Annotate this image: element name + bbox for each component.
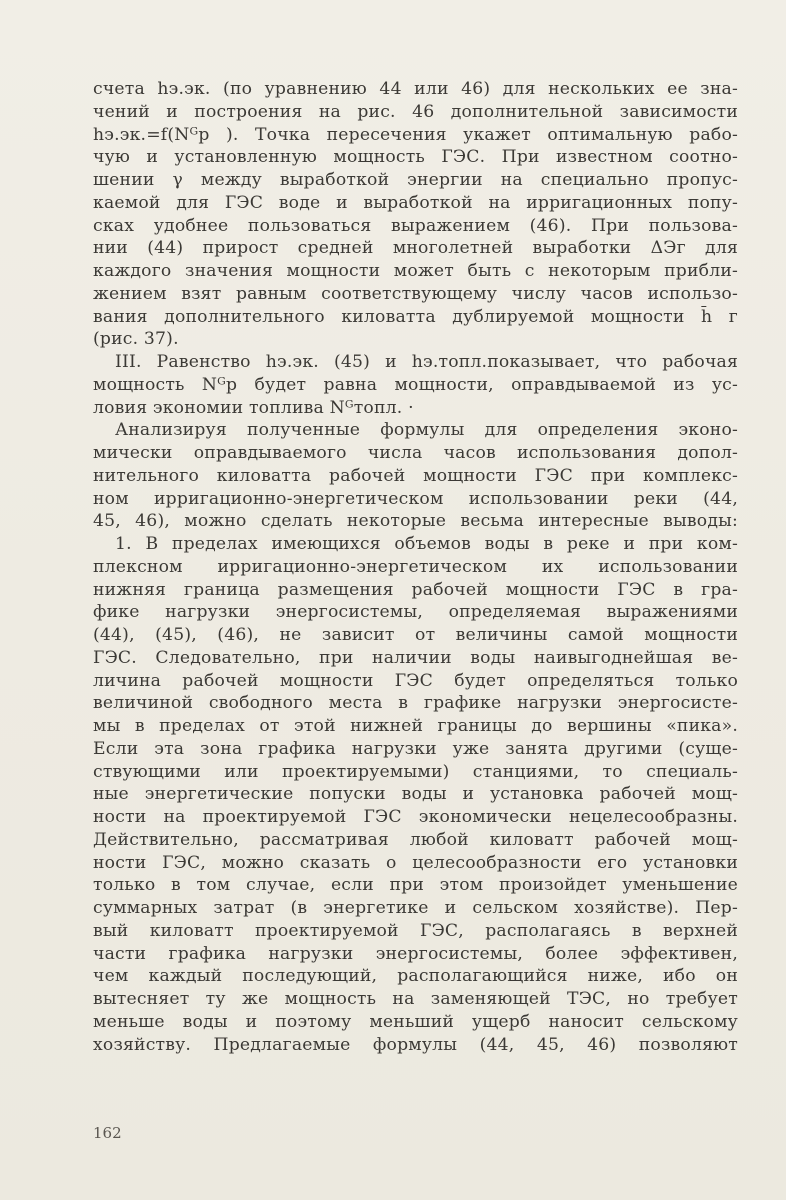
text-line: мощность Nᴳр будет равна мощности, оправдываемой из ус- xyxy=(93,374,738,395)
text-line: 45, 46), можно сделать некоторые весьма интересные выводы: xyxy=(93,511,738,532)
text-line: только в том случае, если при этом произойдет уменьшение xyxy=(93,875,738,896)
text-line: суммарных затрат (в энергетике и сельском хозяйстве). Пер- xyxy=(93,898,738,918)
text-line: ности на проектируемой ГЭС экономически нецелесообразны. xyxy=(93,807,738,827)
text-line: ности ГЭС, можно сказать о целесообразности его установки xyxy=(93,852,738,873)
text-line: плексном ирригационно-энергетическом их использовании xyxy=(93,556,738,577)
text-line: чем каждый последующий, располагающийся ниже, ибо он xyxy=(93,966,738,987)
text-line: нии (44) прирост средней многолетней выработки ΔЭг для xyxy=(93,238,738,259)
text-line: ные энергетические попуски воды и установка рабочей мощ- xyxy=(93,784,738,805)
text-line: величиной свободного места в графике нагрузки энергосисте- xyxy=(93,693,738,714)
text-line: личина рабочей мощности ГЭС будет определяться только xyxy=(93,670,738,691)
text-line: счета hэ.эк. (по уравнению 44 или 46) для нескольких ее зна- xyxy=(93,79,738,99)
text-line: нительного киловатта рабочей мощности ГЭС при комплекс- xyxy=(93,465,738,486)
text-line: мы в пределах от этой нижней границы до вершины «пика». xyxy=(93,716,738,736)
text-line: меньше воды и поэтому меньший ущерб наносит сельскому xyxy=(93,1011,738,1032)
text-line: вый киловатт проектируемой ГЭС, располагаясь в верхней xyxy=(93,920,738,941)
body-text xyxy=(93,78,738,1056)
text-line: 1. В пределах имеющихся объемов воды в реке и при ком- xyxy=(115,534,738,554)
page-number: 162 xyxy=(93,1124,122,1142)
text-line: Если эта зона графика нагрузки уже занята другими (суще- xyxy=(93,738,738,759)
text-line: шении γ между выработкой энергии на специально пропус- xyxy=(93,170,738,190)
text-line: сках удобнее пользоваться выражением (46). При пользова- xyxy=(93,215,738,236)
text-line: чую и установленную мощность ГЭС. При известном соотно- xyxy=(93,147,738,168)
text-line: (рис. 37). xyxy=(93,329,179,350)
text-line: (44), (45), (46), не зависит от величины самой мощности xyxy=(93,625,738,645)
text-line: нижняя граница размещения рабочей мощности ГЭС в гра- xyxy=(93,579,738,600)
text-line: Анализируя полученные формулы для определения эконо- xyxy=(115,420,738,441)
text-line: каемой для ГЭС воде и выработкой на ирригационных попу- xyxy=(93,192,738,213)
text-line: вания дополнительного киловатта дублируемой мощности h̄ г xyxy=(93,306,738,327)
text-line: фике нагрузки энергосистемы, определяемая выражениями xyxy=(93,602,738,623)
text-line: ствующими или проектируемыми) станциями, то специаль- xyxy=(93,761,738,782)
text-line: хозяйству. Предлагаемые формулы (44, 45, 46) позволяют xyxy=(93,1034,738,1055)
text-line: части графика нагрузки энергосистемы, более эффективен, xyxy=(93,943,738,964)
text-line: вытесняет ту же мощность на заменяющей ТЭС, но требует xyxy=(93,989,738,1009)
text-line: ГЭС. Следовательно, при наличии воды наивыгоднейшая ве- xyxy=(93,647,738,668)
text-line: чений и построения на рис. 46 дополнительной зависимости xyxy=(93,101,738,122)
text-line: III. Равенство hэ.эк. (45) и hэ.топл.показывает, что рабочая xyxy=(115,352,738,372)
text-line: Действительно, рассматривая любой киловатт рабочей мощ- xyxy=(93,829,738,850)
text-line: ловия экономии топлива Nᴳтопл. · xyxy=(93,397,414,418)
text-line: каждого значения мощности может быть с некоторым прибли- xyxy=(93,261,738,281)
text-line: мически оправдываемого числа часов использования допол- xyxy=(93,443,738,463)
text-line: ном ирригационно-энергетическом использовании реки (44, xyxy=(93,488,738,509)
text-line: жением взят равным соответствующему числу часов использо- xyxy=(93,283,738,304)
text-line: hэ.эк.=f(Nᴳр ). Точка пересечения укажет оптимальную рабо- xyxy=(93,124,738,145)
